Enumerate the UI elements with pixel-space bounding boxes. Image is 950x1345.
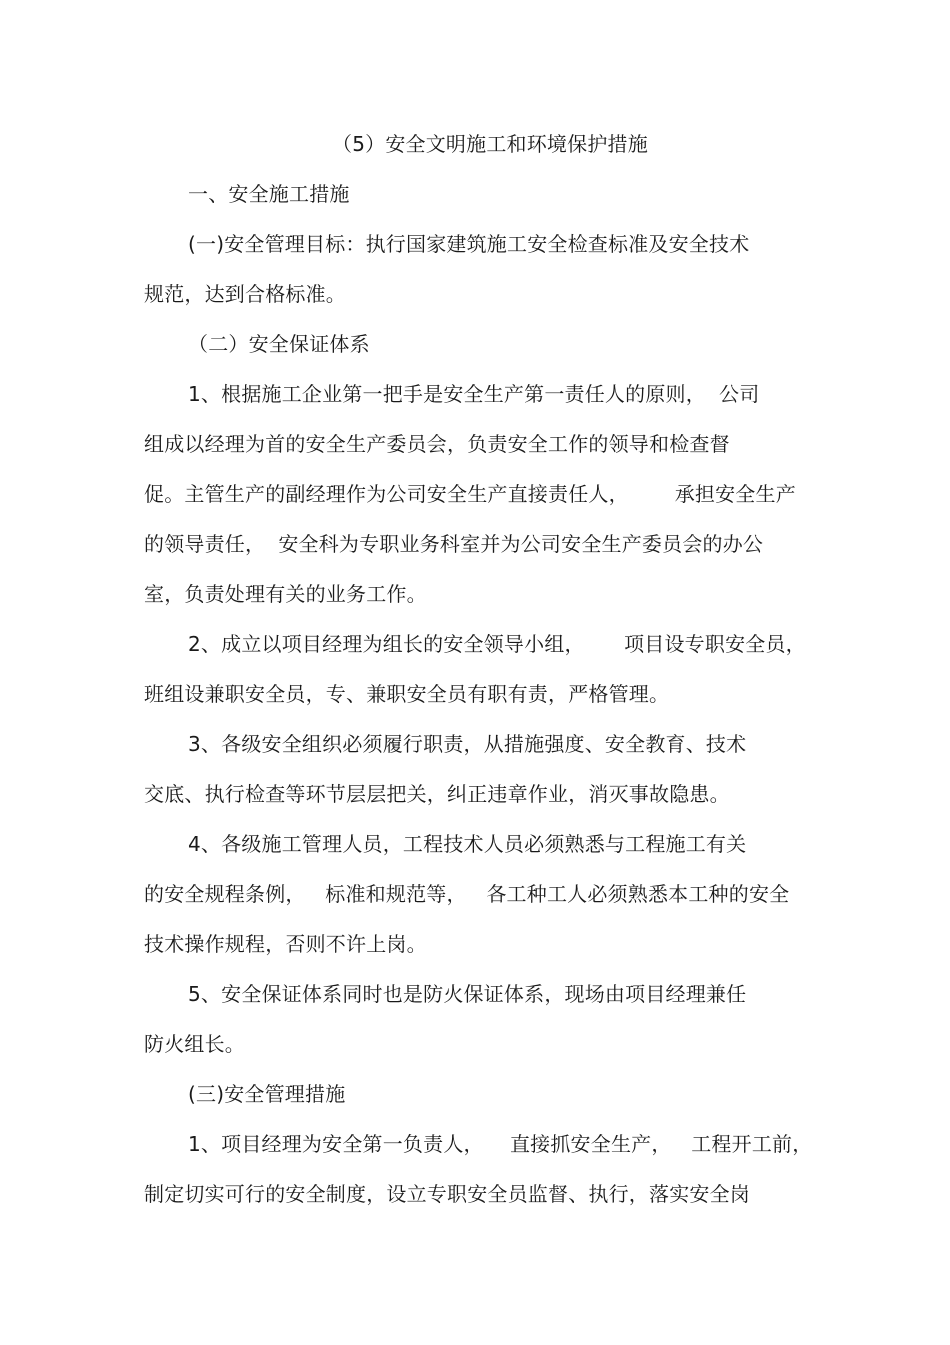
paragraph-line: 交底、执行检查等环节层层把关，纠正违章作业，消灭事故隐患。 (144, 782, 730, 806)
paragraph-line: 促。主管生产的副经理作为公司安全生产直接责任人， 承担安全生产 (144, 482, 796, 506)
paragraph-line: 3、各级安全组织必须履行职责，从措施强度、安全教育、技术 (188, 732, 747, 756)
section-heading: 一、安全施工措施 (188, 182, 350, 206)
paragraph-line: 室，负责处理有关的业务工作。 (144, 582, 427, 606)
paragraph-line: 规范，达到合格标准。 (144, 282, 346, 306)
paragraph-line: 的安全规程条例， 标准和规范等， 各工种工人必须熟悉本工种的安全 (144, 882, 790, 906)
paragraph-line: 班组设兼职安全员，专、兼职安全员有职有责，严格管理。 (144, 682, 670, 706)
paragraph-line: 2、成立以项目经理为组长的安全领导小组， 项目设专职安全员， (188, 632, 806, 656)
document-title: （5）安全文明施工和环境保护措施 (332, 132, 648, 156)
paragraph-line: 5、安全保证体系同时也是防火保证体系，现场由项目经理兼任 (188, 982, 747, 1006)
paragraph-line: (一)安全管理目标：执行国家建筑施工安全检查标准及安全技术 (188, 232, 750, 256)
paragraph-line: 的领导责任， 安全科为专职业务科室并为公司安全生产委员会的办公 (144, 532, 764, 556)
paragraph-line: 技术操作规程，否则不许上岗。 (144, 932, 427, 956)
paragraph-line: 制定切实可行的安全制度，设立专职安全员监督、执行，落实安全岗 (144, 1182, 750, 1206)
subsection-heading: (三)安全管理措施 (188, 1082, 346, 1106)
paragraph-line: 4、各级施工管理人员，工程技术人员必须熟悉与工程施工有关 (188, 832, 747, 856)
paragraph-line: 1、根据施工企业第一把手是安全生产第一责任人的原则， 公司 (188, 382, 760, 406)
paragraph-line: 组成以经理为首的安全生产委员会，负责安全工作的领导和检查督 (144, 432, 730, 456)
paragraph-line: 防火组长。 (144, 1032, 245, 1056)
subsection-heading: （二）安全保证体系 (188, 332, 370, 356)
paragraph-line: 1、项目经理为安全第一负责人， 直接抓安全生产， 工程开工前， (188, 1132, 813, 1156)
